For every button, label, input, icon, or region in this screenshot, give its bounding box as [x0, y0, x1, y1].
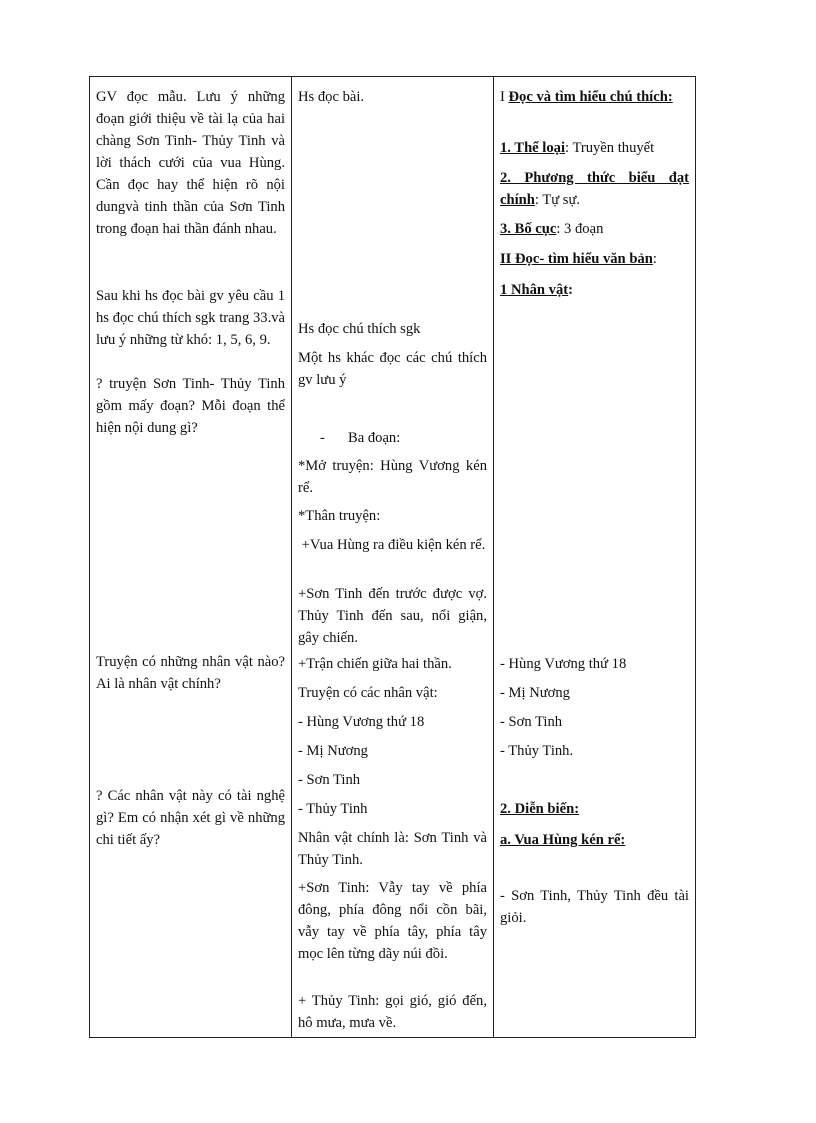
content-item: 3. Bố cục: 3 đoạn — [500, 221, 604, 237]
content-item: 2. Phương thức biểu đạt chính: Tự sự. — [500, 170, 689, 208]
character-item: - Thủy Tinh. — [500, 743, 574, 759]
teacher-text: GV đọc mẫu. Lưu ý những đoạn giới thiệu về tài lạ của hai chàng Sơn Tinh- Thủy Tinh và lời thách cưới của vua Hùng. Cần đọc hay thể hiện rõ nội dungvà tinh thần của Sơn Tinh trong đoạn hai thần đánh nhau. — [96, 89, 285, 237]
student-text: Một hs khác đọc các chú thích gv lưu ý — [298, 350, 487, 388]
student-text: + Thủy Tinh: gọi gió, gió đến, hô mưa, mưa về. — [298, 993, 487, 1031]
teacher-question: Truyện có những nhân vật nào? Ai là nhân vật chính? — [96, 654, 285, 692]
section-heading: II Đọc- tìm hiểu văn bản: — [500, 251, 657, 267]
student-activity-column — [298, 77, 487, 1037]
teacher-text: Sau khi hs đọc bài gv yêu cầu 1 hs đọc chú thích sgk trang 33.và lưu ý những từ khó: 1, 5, 6, 9. — [96, 288, 285, 348]
student-text: +Vua Hùng ra điều kiện kén rể. — [298, 537, 486, 553]
student-text: Hs đọc chú thích sgk — [298, 321, 421, 337]
student-text: +Sơn Tinh: Vẫy tay về phía đông, phía đông nổi cồn bãi, vẫy tay về phía tây, phía tây mọc lên từng dãy núi đồi. — [298, 880, 487, 962]
student-text: - Thủy Tinh — [298, 801, 368, 817]
character-item: - Mị Nương — [500, 685, 570, 701]
column-divider — [493, 77, 494, 1037]
student-text: - Hùng Vương thứ 18 — [298, 714, 425, 730]
student-text: *Mở truyện: Hùng Vương kén rể. — [298, 458, 487, 496]
student-text: - Mị Nương — [298, 743, 368, 759]
teacher-activity-column — [96, 77, 285, 1037]
column-divider — [291, 77, 292, 1037]
student-text: - Sơn Tinh — [298, 772, 361, 788]
student-text: Nhân vật chính là: Sơn Tinh và Thủy Tinh. — [298, 830, 487, 868]
section-heading: a. Vua Hùng kén rể: — [500, 832, 626, 848]
student-text: Truyện có các nhân vật: — [298, 685, 438, 701]
section-heading: 2. Diễn biến: — [500, 801, 580, 817]
section-heading: 1 Nhân vật: — [500, 282, 573, 298]
teacher-question: ? Các nhân vật này có tài nghệ gì? Em có nhận xét gì về những chi tiết ấy? — [96, 788, 285, 848]
student-text: *Thân truyện: — [298, 508, 381, 524]
student-text: Ba đoạn: — [348, 430, 401, 446]
section-heading: I Đọc và tìm hiểu chú thích: — [500, 89, 673, 105]
student-text: +Sơn Tinh đến trước được vợ. Thủy Tinh đến sau, nổi giận, gây chiến. — [298, 586, 487, 646]
character-item: - Hùng Vương thứ 18 — [500, 656, 627, 672]
content-item: - Sơn Tinh, Thủy Tinh đều tài giỏi. — [500, 888, 689, 926]
student-list-item — [298, 427, 487, 449]
student-text: Hs đọc bài. — [298, 89, 365, 105]
bullet-dash: - — [320, 430, 325, 446]
content-item: 1. Thể loại: Truyền thuyết — [500, 140, 655, 156]
student-text: +Trận chiến giữa hai thần. — [298, 656, 452, 672]
lesson-table — [89, 76, 696, 1038]
character-item: - Sơn Tinh — [500, 714, 563, 730]
teacher-question: ? truyện Sơn Tinh- Thủy Tinh gồm mấy đoạn? Mỗi đoạn thể hiện nội dung gì? — [96, 376, 285, 436]
lesson-content-column — [500, 77, 689, 1037]
